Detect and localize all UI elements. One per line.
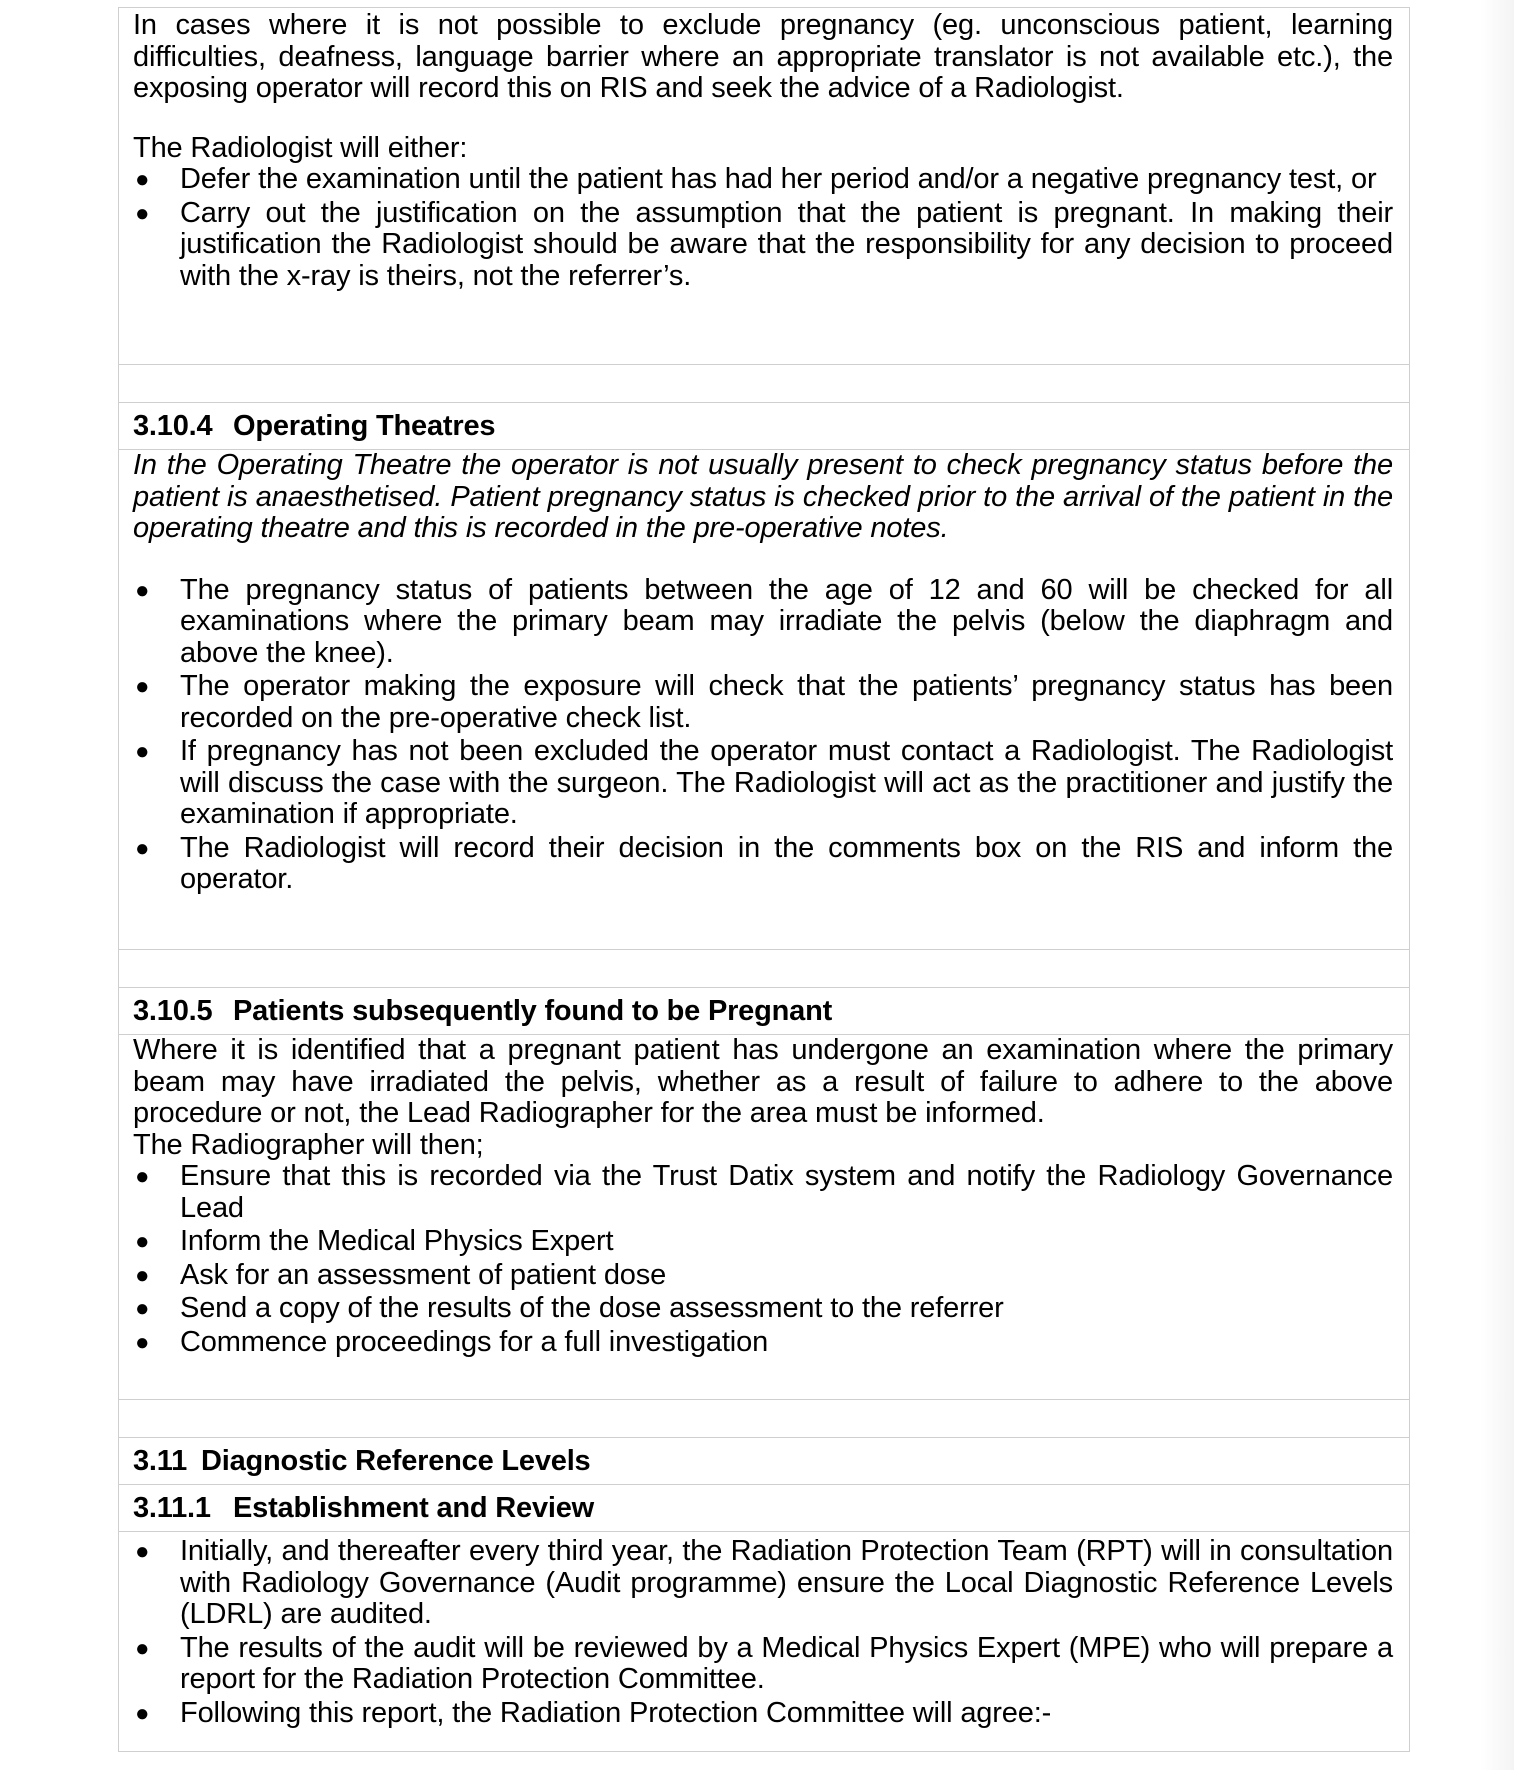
section-heading-3-10-4 (119, 402, 1409, 449)
list-item-text: The results of the audit will be reviewed by a Medical Physics Expert (MPE) who will prepare a report for the Radiation Protection Committee. (180, 1631, 1393, 1695)
list-item (133, 164, 1393, 196)
section-number: 3.11.1 (133, 1492, 211, 1524)
bullet-icon: ● (135, 1699, 150, 1727)
list-item (133, 575, 1393, 670)
bullet-icon: ● (135, 1634, 150, 1662)
pregnant-paragraph: Where it is identified that a pregnant patient has undergone an examination where the primary beam may have irradiated the pelvis, whether as a result of failure to adhere to the above procedure or not, the Lead Radiographer for the area must be informed. (133, 1034, 1393, 1129)
section-heading-3-10-5 (119, 987, 1409, 1034)
radiographer-lead-in: The Radiographer will then; (133, 1128, 484, 1161)
bullet-icon: ● (135, 1261, 150, 1289)
intro-paragraph: In cases where it is not possible to exclude pregnancy (eg. unconscious patient, learning difficulties, deafness, language barrier where an appropriate translator is not available etc.), the exposing operator will record this on RIS and seek the advice of a Radiologist. (133, 9, 1393, 104)
bullet-icon: ● (135, 738, 150, 765)
list-item-text: The operator making the exposure will check that the patients’ pregnancy status has been recorded on the pre-operative check list. (180, 670, 1393, 734)
spacer-row (119, 949, 1409, 987)
list-item (133, 833, 1393, 896)
list-item (133, 198, 1393, 293)
document-table (118, 7, 1410, 1752)
bullet-icon: ● (135, 1538, 150, 1565)
list-item-text: The pregnancy status of patients between the age of 12 and 60 will be checked for all examinations where the primary beam may irradiate the pelvis (below the diaphragm and above the knee). (180, 573, 1393, 669)
intro-lead-in: The Radiologist will either: (133, 131, 468, 164)
section-heading-3-11 (119, 1437, 1409, 1484)
list-item (133, 1226, 1393, 1258)
list-item-text: Commence proceedings for a full investigation (180, 1325, 769, 1358)
bullet-icon: ● (135, 1228, 150, 1255)
list-item-text: Following this report, the Radiation Protection Committee will agree:- (180, 1696, 1052, 1729)
paragraph-gap (133, 105, 1393, 133)
section-number: 3.11 (133, 1445, 188, 1477)
bullet-icon: ● (135, 166, 150, 193)
section-title: Operating Theatres (233, 410, 496, 442)
section-body-3-10-5 (119, 1034, 1409, 1399)
section-title: Patients subsequently found to be Pregnant (233, 995, 833, 1027)
italic-paragraph: In the Operating Theatre the operator is not usually present to check pregnancy status before the patient is anaesthetised. Patient pregnancy status is checked prior to the arrival of the patient in the operating theatre and this is recorded in the pre-operative notes. (133, 449, 1393, 544)
list-item (133, 1698, 1393, 1730)
list-item (133, 1260, 1393, 1292)
drl-bullet-list (133, 1536, 1393, 1729)
list-item-text: Send a copy of the results of the dose assessment to the referrer (180, 1292, 1004, 1324)
bullet-icon: ● (135, 199, 150, 227)
intro-bullet-list (133, 164, 1393, 292)
list-item-text: Ensure that this is recorded via the Trust Datix system and notify the Radiology Governance Lead (180, 1160, 1393, 1224)
theatre-bullet-list (133, 575, 1393, 896)
spacer-row (119, 1399, 1409, 1437)
paragraph-gap (133, 545, 1393, 575)
list-item-text: Carry out the justification on the assumption that the patient is pregnant. In making their justification the Radiologist should be aware that the responsibility for any decision to proceed with the x-ray is theirs, not the referrer’s. (180, 196, 1393, 292)
radiographer-bullet-list (133, 1161, 1393, 1358)
bullet-icon: ● (135, 673, 150, 700)
list-item (133, 671, 1393, 734)
list-item (133, 1293, 1393, 1325)
bullet-icon: ● (135, 1328, 150, 1356)
section-body-3-11-1 (119, 1531, 1409, 1751)
bullet-icon: ● (135, 1163, 150, 1190)
list-item-text: Defer the examination until the patient has had her period and/or a negative pregnancy test, or (180, 163, 1377, 195)
list-item-text: If pregnancy has not been excluded the operator must contact a Radiologist. The Radiologist will discuss the case with the surgeon. The Radiologist will act as the practitioner and justify the examination if appropriate. (180, 735, 1393, 830)
list-item-text: Inform the Medical Physics Expert (180, 1225, 614, 1257)
section-title: Establishment and Review (233, 1492, 595, 1524)
list-item (133, 1633, 1393, 1696)
section-number: 3.10.4 (133, 410, 213, 442)
list-item (133, 1327, 1393, 1359)
list-item (133, 1161, 1393, 1224)
bullet-icon: ● (135, 576, 150, 604)
section-body-3-10-4 (119, 449, 1409, 949)
list-item-text: The Radiologist will record their decision in the comments box on the RIS and inform the operator. (180, 831, 1393, 895)
list-item (133, 1536, 1393, 1631)
list-item (133, 736, 1393, 831)
list-item-text: Ask for an assessment of patient dose (180, 1258, 667, 1291)
spacer-row (119, 364, 1409, 402)
section-heading-3-11-1 (119, 1484, 1409, 1531)
section-title: Diagnostic Reference Levels (201, 1445, 591, 1477)
bullet-icon: ● (135, 834, 150, 862)
intro-cell (119, 8, 1409, 364)
list-item-text: Initially, and thereafter every third year, the Radiation Protection Team (RPT) will in consultation with Radiology Governance (Audit programme) ensure the Local Diagnostic Reference Levels (LDRL) are audited. (180, 1535, 1393, 1630)
section-number: 3.10.5 (133, 995, 213, 1027)
bullet-icon: ● (135, 1295, 150, 1322)
